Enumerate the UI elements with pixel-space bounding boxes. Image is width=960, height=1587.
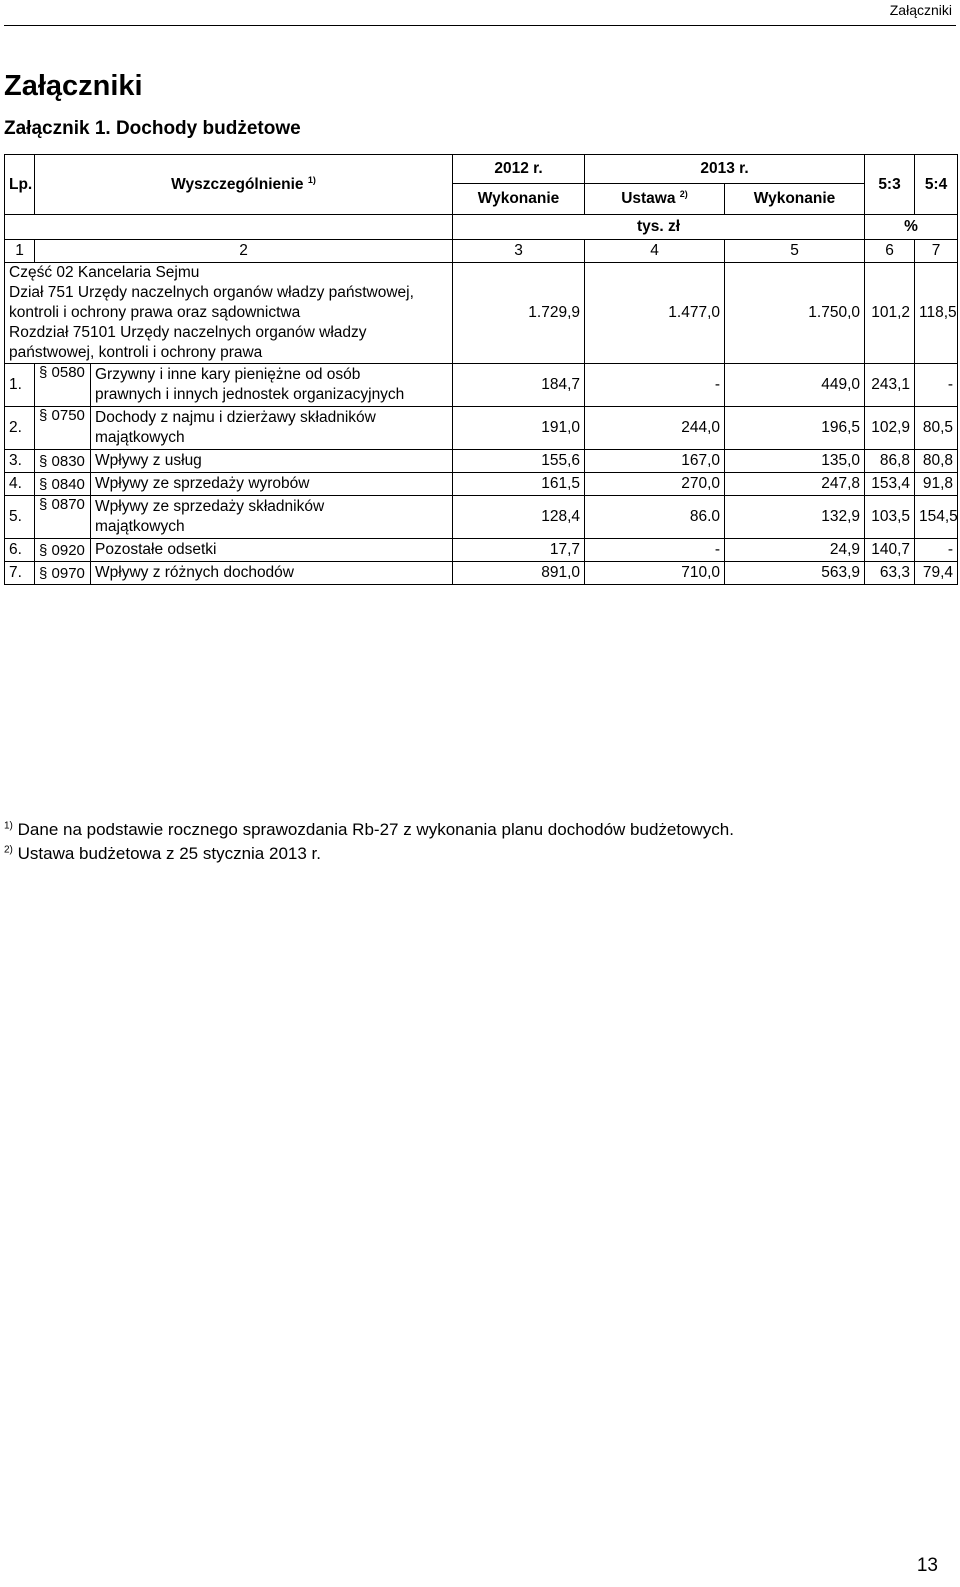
row-wykonanie-2013: 449,0	[725, 364, 865, 407]
row-ratio-54: 79,4	[915, 562, 958, 585]
running-header: Załączniki	[889, 2, 952, 18]
footnote-mark: 1)	[4, 820, 13, 832]
row-wykonanie-2013: 135,0	[725, 450, 865, 473]
row-wykonanie-2013: 24,9	[725, 539, 865, 562]
section-ratio-54: 118,5	[915, 263, 958, 364]
header-wykonanie-2012: Wykonanie	[453, 184, 585, 215]
row-label: Dochody z najmu i dzierżawy składników majątkowych	[91, 407, 453, 450]
section-ratio-53: 101,2	[865, 263, 915, 364]
row-lp: 5.	[5, 496, 35, 539]
page-title: Załączniki	[4, 70, 143, 102]
footnote-ref-2: 2)	[679, 188, 688, 199]
row-lp: 7.	[5, 562, 35, 585]
row-wykonanie-2013: 563,9	[725, 562, 865, 585]
footnotes	[4, 818, 734, 866]
column-number: 2	[35, 240, 453, 263]
row-paragraph: § 0830	[35, 450, 91, 473]
header-unit-amount: tys. zł	[453, 215, 865, 240]
table-row	[5, 496, 958, 539]
row-ratio-53: 86,8	[865, 450, 915, 473]
row-label: Wpływy ze sprzedaży składników majątkowych	[91, 496, 453, 539]
row-paragraph: § 0840	[35, 473, 91, 496]
table-row	[5, 364, 958, 407]
row-ustawa-2013: 270,0	[585, 473, 725, 496]
header-row-years	[5, 155, 958, 184]
row-wykonanie-2012: 191,0	[453, 407, 585, 450]
row-lp: 4.	[5, 473, 35, 496]
section-czesc: Część 02 Kancelaria Sejmu	[9, 264, 200, 281]
page-number: 13	[916, 1555, 938, 1576]
row-ratio-53: 103,5	[865, 496, 915, 539]
row-wykonanie-2013: 247,8	[725, 473, 865, 496]
row-ratio-54: -	[915, 364, 958, 407]
row-lp: 6.	[5, 539, 35, 562]
row-lp: 2.	[5, 407, 35, 450]
column-number: 4	[585, 240, 725, 263]
header-rule	[4, 25, 956, 26]
row-label: Grzywny i inne kary pieniężne od osób prawnych i innych jednostek organizacyjnych	[91, 364, 453, 407]
column-number: 6	[865, 240, 915, 263]
row-wykonanie-2012: 184,7	[453, 364, 585, 407]
row-ustawa-2013: 244,0	[585, 407, 725, 450]
section-rozdzial-line2: państwowej, kontroli i ochrony prawa	[9, 344, 263, 361]
footnote-ref-1: 1)	[307, 174, 316, 185]
row-lp: 1.	[5, 364, 35, 407]
row-paragraph: § 0580	[35, 364, 91, 407]
row-label: Wpływy ze sprzedaży wyrobów	[91, 473, 453, 496]
row-paragraph: § 0870	[35, 496, 91, 539]
section-rozdzial-line1: Rozdział 75101 Urzędy naczelnych organów władzy	[9, 324, 367, 341]
row-ratio-54: 80,5	[915, 407, 958, 450]
section-description	[5, 263, 453, 364]
header-lp: Lp.	[5, 155, 35, 215]
header-wykonanie-2013: Wykonanie	[725, 184, 865, 215]
row-ustawa-2013: -	[585, 539, 725, 562]
footnote-text: Dane na podstawie rocznego sprawozdania Rb-27 z wykonania planu dochodów budżetowych.	[17, 820, 734, 839]
header-unit-blank	[5, 215, 453, 240]
footnote-mark: 2)	[4, 844, 13, 856]
header-unit-percent: %	[865, 215, 958, 240]
footnote-text: Ustawa budżetowa z 25 stycznia 2013 r.	[17, 844, 321, 863]
footnote-1	[4, 818, 734, 842]
row-lp: 3.	[5, 450, 35, 473]
row-ratio-54: 80,8	[915, 450, 958, 473]
section-row	[5, 263, 958, 364]
table-row	[5, 562, 958, 585]
row-ustawa-2013: -	[585, 364, 725, 407]
row-wykonanie-2012: 17,7	[453, 539, 585, 562]
row-label: Wpływy z usług	[91, 450, 453, 473]
row-ratio-53: 63,3	[865, 562, 915, 585]
row-wykonanie-2013: 132,9	[725, 496, 865, 539]
header-ratio-53: 5:3	[865, 155, 915, 215]
row-ustawa-2013: 710,0	[585, 562, 725, 585]
header-ratio-54: 5:4	[915, 155, 958, 215]
table-row	[5, 539, 958, 562]
row-label: Pozostałe odsetki	[91, 539, 453, 562]
row-ratio-54: -	[915, 539, 958, 562]
budget-revenue-table	[4, 154, 958, 585]
footnote-2	[4, 842, 734, 866]
header-year-2013: 2013 r.	[585, 155, 865, 184]
row-wykonanie-2012: 128,4	[453, 496, 585, 539]
row-ustawa-2013: 167,0	[585, 450, 725, 473]
table-row	[5, 473, 958, 496]
column-number: 1	[5, 240, 35, 263]
row-ratio-53: 243,1	[865, 364, 915, 407]
row-ratio-54: 154,5	[915, 496, 958, 539]
column-number-row	[5, 240, 958, 263]
section-wykonanie-2012: 1.729,9	[453, 263, 585, 364]
section-ustawa-2013: 1.477,0	[585, 263, 725, 364]
column-number: 5	[725, 240, 865, 263]
row-wykonanie-2012: 161,5	[453, 473, 585, 496]
header-wyszczegolnienie: Wyszczególnienie $^{1)}$	[35, 155, 453, 215]
annex-title: Załącznik 1. Dochody budżetowe	[4, 118, 301, 139]
row-wykonanie-2012: 155,6	[453, 450, 585, 473]
header-year-2012: 2012 r.	[453, 155, 585, 184]
row-ustawa-2013: 86.0	[585, 496, 725, 539]
section-wykonanie-2013: 1.750,0	[725, 263, 865, 364]
row-ratio-54: 91,8	[915, 473, 958, 496]
row-paragraph: § 0920	[35, 539, 91, 562]
header-ustawa: Ustawa $^{2)}$	[585, 184, 725, 215]
table-row	[5, 407, 958, 450]
row-ratio-53: 140,7	[865, 539, 915, 562]
row-wykonanie-2013: 196,5	[725, 407, 865, 450]
column-number: 3	[453, 240, 585, 263]
header-row-units	[5, 215, 958, 240]
row-paragraph: § 0970	[35, 562, 91, 585]
column-number: 7	[915, 240, 958, 263]
row-ratio-53: 153,4	[865, 473, 915, 496]
section-dzial-line1: Dział 751 Urzędy naczelnych organów władzy państwowej,	[9, 284, 414, 301]
row-ratio-53: 102,9	[865, 407, 915, 450]
row-label: Wpływy z różnych dochodów	[91, 562, 453, 585]
row-paragraph: § 0750	[35, 407, 91, 450]
row-wykonanie-2012: 891,0	[453, 562, 585, 585]
section-dzial-line2: kontroli i ochrony prawa oraz sądownictwa	[9, 304, 301, 321]
table-row	[5, 450, 958, 473]
